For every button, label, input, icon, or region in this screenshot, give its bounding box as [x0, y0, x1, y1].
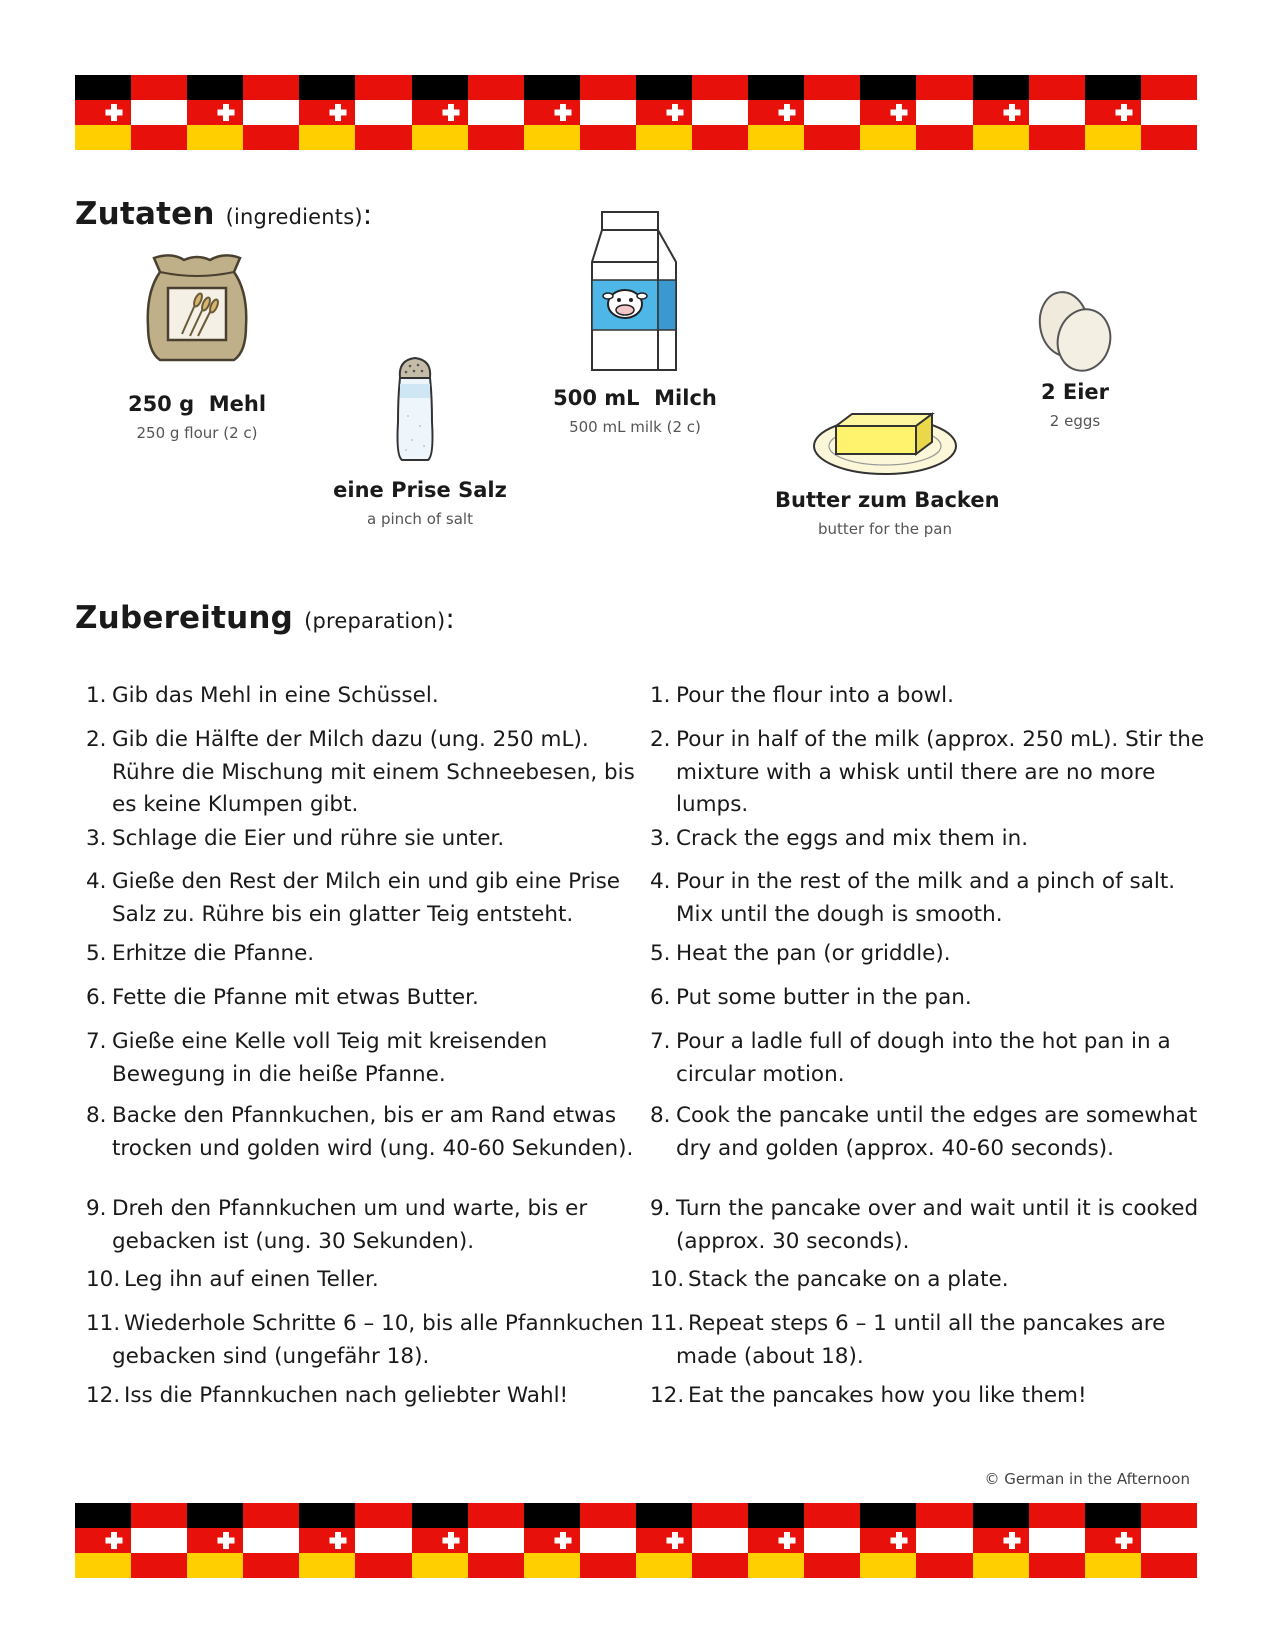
step-text: Stack the pancake on a plate.	[688, 1267, 1009, 1292]
preparation-heading-colon: :	[445, 602, 456, 635]
step-en-6	[650, 982, 1210, 1015]
step-text: Erhitze die Pfanne.	[112, 941, 315, 966]
flag-pattern-tile	[412, 1503, 524, 1578]
step-en-9	[650, 1193, 1210, 1258]
flag-pattern-tile	[412, 75, 524, 150]
ingredient-butter	[775, 488, 1000, 538]
step-number: 4.	[650, 869, 671, 894]
salt-shaker-icon	[388, 356, 442, 466]
step-de-2	[86, 724, 646, 822]
step-number: 3.	[650, 826, 671, 851]
flag-pattern-tile	[636, 1503, 748, 1578]
flour-sack-icon	[142, 252, 252, 364]
step-en-1	[650, 680, 1210, 713]
step-number: 6.	[86, 985, 107, 1010]
flag-pattern-tile	[1085, 75, 1197, 150]
ingredients-heading-title: Zutaten	[75, 196, 215, 232]
step-number: 1.	[650, 683, 671, 708]
step-text: Crack the eggs and mix them in.	[676, 826, 1029, 851]
flag-pattern-tile	[524, 1503, 636, 1578]
flag-pattern-tile	[299, 1503, 411, 1578]
step-text: Schlage die Eier und rühre sie unter.	[112, 826, 505, 851]
step-de-4	[86, 866, 646, 931]
flag-pattern-tile	[1085, 1503, 1197, 1578]
step-number: 5.	[650, 941, 671, 966]
ingredient-flour-de: 250 g Mehl	[127, 392, 267, 416]
step-text: Leg ihn auf einen Teller.	[124, 1267, 379, 1292]
flag-pattern-tile	[636, 75, 748, 150]
step-en-4	[650, 866, 1210, 931]
ingredient-flour	[112, 392, 282, 442]
ingredient-milk-de: 500 mL Milch	[553, 386, 717, 410]
ingredient-milk	[545, 386, 725, 436]
milk-carton-icon	[588, 210, 684, 374]
step-text: Repeat steps 6 – 1 until all the pancakes are made (about 18).	[676, 1311, 1166, 1369]
ingredient-eggs-de: 2 Eier	[1040, 380, 1110, 404]
step-number: 8.	[650, 1103, 671, 1128]
step-number: 9.	[86, 1196, 107, 1221]
ingredients-heading-subtitle: (ingredients)	[225, 205, 363, 229]
step-number: 1.	[86, 683, 107, 708]
ingredients-heading-colon: :	[362, 198, 373, 231]
flag-pattern-tile	[860, 75, 972, 150]
step-text: Gib die Hälfte der Milch dazu (ung. 250 mL). Rühre die Mischung mit einem Schneebesen, bis es keine Klumpen gibt.	[112, 727, 635, 817]
step-text: Cook the pancake until the edges are somewhat dry and golden (approx. 40-60 seconds).	[676, 1103, 1198, 1161]
eggs-icon	[1034, 288, 1116, 374]
bottom-flag-border	[75, 1503, 1197, 1578]
step-text: Dreh den Pfannkuchen um und warte, bis er gebacken ist (ung. 30 Sekunden).	[112, 1196, 588, 1254]
step-number: 10.	[86, 1267, 121, 1292]
ingredient-salt	[330, 478, 510, 528]
step-de-9	[86, 1193, 646, 1258]
step-de-8	[86, 1100, 646, 1165]
step-number: 11.	[650, 1311, 685, 1336]
preparation-heading-subtitle: (preparation)	[304, 609, 446, 633]
step-text: Wiederhole Schritte 6 – 10, bis alle Pfannkuchen gebacken sind (ungefähr 18).	[112, 1311, 644, 1369]
step-text: Pour a ladle full of dough into the hot pan in a circular motion.	[676, 1029, 1171, 1087]
step-de-11	[86, 1308, 646, 1373]
copyright-notice: © German in the Afternoon	[984, 1470, 1190, 1488]
flag-pattern-tile	[973, 75, 1085, 150]
ingredient-flour-en: 250 g flour (2 c)	[136, 424, 258, 442]
step-number: 4.	[86, 869, 107, 894]
step-text: Backe den Pfannkuchen, bis er am Rand etwas trocken und golden wird (ung. 40-60 Sekunden).	[112, 1103, 634, 1161]
flag-pattern-tile	[187, 75, 299, 150]
ingredient-eggs	[1010, 380, 1140, 430]
ingredient-butter-en: butter for the pan	[818, 520, 952, 538]
step-text: Iss die Pfannkuchen nach geliebter Wahl!	[124, 1383, 569, 1408]
step-number: 7.	[86, 1029, 107, 1054]
ingredients-heading	[75, 196, 372, 232]
step-de-6	[86, 982, 646, 1015]
top-flag-border	[75, 75, 1197, 150]
step-text: Pour the flour into a bowl.	[676, 683, 954, 708]
ingredient-butter-de: Butter zum Backen	[775, 488, 1000, 512]
step-text: Fette die Pfanne mit etwas Butter.	[112, 985, 479, 1010]
step-number: 3.	[86, 826, 107, 851]
step-en-7	[650, 1026, 1210, 1091]
step-de-3	[86, 823, 646, 856]
step-en-8	[650, 1100, 1210, 1165]
ingredient-milk-en: 500 mL milk (2 c)	[569, 418, 701, 436]
step-en-11	[650, 1308, 1210, 1373]
step-number: 8.	[86, 1103, 107, 1128]
step-number: 2.	[86, 727, 107, 752]
step-text: Turn the pancake over and wait until it is cooked (approx. 30 seconds).	[676, 1196, 1199, 1254]
preparation-heading-title: Zubereitung	[75, 600, 294, 636]
step-de-1	[86, 680, 646, 713]
step-en-3	[650, 823, 1210, 856]
ingredient-salt-de: eine Prise Salz	[333, 478, 507, 502]
step-de-5	[86, 938, 646, 971]
butter-plate-icon	[812, 404, 958, 476]
flag-pattern-tile	[524, 75, 636, 150]
flag-pattern-tile	[187, 1503, 299, 1578]
step-number: 10.	[650, 1267, 685, 1292]
step-en-10	[650, 1264, 1210, 1297]
step-number: 2.	[650, 727, 671, 752]
step-text: Eat the pancakes how you like them!	[688, 1383, 1087, 1408]
step-text: Gieße den Rest der Milch ein und gib eine Prise Salz zu. Rühre bis ein glatter Teig entsteht.	[112, 869, 621, 927]
step-text: Gieße eine Kelle voll Teig mit kreisenden Bewegung in die heiße Pfanne.	[112, 1029, 548, 1087]
ingredient-salt-en: a pinch of salt	[367, 510, 473, 528]
step-de-7	[86, 1026, 646, 1091]
step-number: 11.	[86, 1311, 121, 1336]
step-text: Put some butter in the pan.	[676, 985, 972, 1010]
step-text: Pour in the rest of the milk and a pinch of salt. Mix until the dough is smooth.	[676, 869, 1176, 927]
step-text: Pour in half of the milk (approx. 250 mL). Stir the mixture with a whisk until there are no more lumps.	[676, 727, 1205, 817]
preparation-heading	[75, 600, 455, 636]
step-text: Heat the pan (or griddle).	[676, 941, 951, 966]
step-text: Gib das Mehl in eine Schüssel.	[112, 683, 439, 708]
flag-pattern-tile	[973, 1503, 1085, 1578]
flag-pattern-tile	[748, 75, 860, 150]
flag-pattern-tile	[860, 1503, 972, 1578]
step-de-10	[86, 1264, 646, 1297]
flag-pattern-tile	[75, 75, 187, 150]
flag-pattern-tile	[75, 1503, 187, 1578]
step-number: 7.	[650, 1029, 671, 1054]
step-de-12	[86, 1380, 646, 1413]
flag-pattern-tile	[748, 1503, 860, 1578]
step-number: 6.	[650, 985, 671, 1010]
step-number: 12.	[86, 1383, 121, 1408]
step-en-12	[650, 1380, 1210, 1413]
step-number: 9.	[650, 1196, 671, 1221]
ingredient-eggs-en: 2 eggs	[1049, 412, 1101, 430]
flag-pattern-tile	[299, 75, 411, 150]
step-number: 5.	[86, 941, 107, 966]
step-number: 12.	[650, 1383, 685, 1408]
step-en-5	[650, 938, 1210, 971]
step-en-2	[650, 724, 1210, 822]
